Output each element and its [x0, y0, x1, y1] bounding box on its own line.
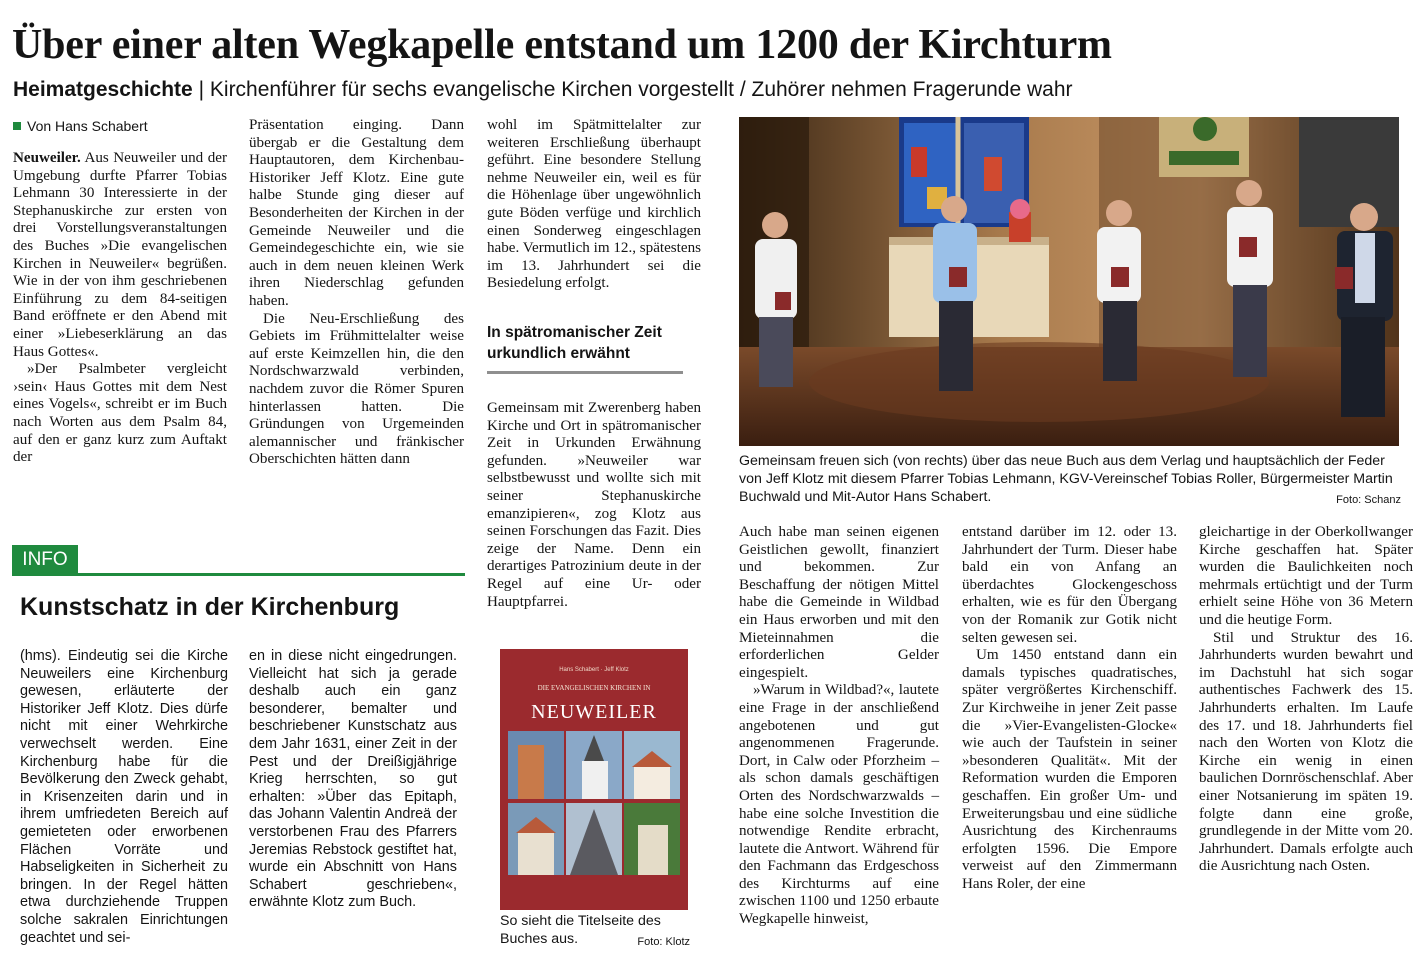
book-cover — [500, 649, 688, 910]
book-series: DIE EVANGELISCHEN KIRCHEN IN — [537, 684, 651, 692]
paragraph: Auch habe man seinen eigenen Geistlichen gewollt, finanziert und bekommen. Zur Beschaffung der nötigen Mittel habe die Gemeinde in Wildbad ein Haus erworben und mit den Mieteinnahmen die erforderlichen Gelder eingespielt. — [739, 524, 939, 681]
paragraph: Stil und Struktur des 16. Jahrhunderts wurden bewahrt und im Dachstuhl hat sich sogar authentisches Fachwerk des 15. Jahrhunderts erhalten. Im Laufe des 17. und 18. Jahrhunderts fiel nach den Worten von Klotz die Kirche ein wenig in einen baulichen Dornröschenschlaf. Aber einer Notsanierung im späten 19. folgte dann eine große, grundlegende in der Mitte vom 20. Jahrhundert. Damals erfolgte auch die Ausrichtung nach Osten. — [1199, 629, 1413, 875]
subheadline — [13, 76, 1413, 104]
book-credit: Foto: Klotz — [637, 936, 690, 948]
subhead-text: Kirchenführer für sechs evangelische Kirchen vorgestellt / Zuhörer nehmen Fragerunde wahr — [209, 78, 1073, 101]
photo-credit: Foto: Schanz — [1336, 494, 1401, 506]
info-column-1 — [20, 648, 228, 947]
photo-caption-text: Gemeinsam freuen sich (von rechts) über das neue Buch aus dem Verlag und hauptsächlich der Feder von Jeff Klotz mit diesem Pfarrer Tobias Lehmann, KGV-Vereinschef Tobias Roller, Bürgermeister Martin Buchwald und Mit-Autor Hans Schabert. — [739, 453, 1393, 505]
paragraph: gleichartige in der Oberkollwanger Kirche geschaffen hat. Später wurden die Baulichkeiten noch mehrmals ertüchtigt und der Turm erhielt seine Höhe von 36 Metern und die heutige Form. — [1199, 524, 1413, 628]
book-authors: Hans Schabert · Jeff Klotz — [559, 667, 629, 673]
person-2 — [933, 196, 977, 391]
info-label: INFO — [12, 545, 78, 574]
byline-text: Von Hans Schabert — [27, 118, 148, 134]
info-title: Kunstschatz in der Kirchenburg — [20, 593, 400, 621]
kicker-separator: | — [198, 78, 205, 101]
byline — [13, 117, 148, 135]
paragraph — [13, 150, 227, 361]
book-caption — [500, 912, 690, 951]
article-column-3a — [487, 117, 701, 293]
person-4 — [1227, 180, 1273, 377]
paragraph: wohl im Spätmittelalter zur weiteren Erschließung überhaupt geführt. Eine besondere Stellung nehme Neuweiler ein, weil es für die Höhenlage über ungewöhnlich gute Böden verfüge und kirchlich einen Sonderweg eingeschlagen habe. Vermutlich im 12., spätestens im 13. Jahrhundert sei die Besiedelung erfolgt. — [487, 117, 701, 292]
headline: Über einer alten Wegkapelle entstand um 1200 der Kirchturm — [12, 22, 1112, 68]
article-column-2 — [249, 117, 464, 469]
group-photo — [739, 117, 1399, 446]
crosshead: In spätromanischer Zeit urkundlich erwähnt — [487, 324, 662, 362]
article-column-5 — [962, 524, 1177, 893]
info-paragraph: (hms). Eindeutig sei die Kirche Neuweilers eine Kirchenburg gewesen, erläuterte der Historiker Jeff Klotz. Dies dürfe nicht mit einer Wehrkirche verwechselt werden. Eine Kirchenburg habe für die Bevölkerung den Zweck gehabt, in Krisenzeiten darin und in ihrem umfriedeten Bereich auf gemieteten oder erworbenen Flächen Vorräte und Habseligkeiten in Sicherheit zu bringen. In der Regel hätten etwa durchziehende Truppen solche sakralen Einrichtungen geachtet und sei- — [20, 648, 228, 946]
paragraph: »Warum in Wildbad?«, lautete eine Frage in der anschließend angebotenen und gut angenommenen Fragerunde. Dort, in Calw oder Pforzheim – als schon damals geschäftigen Orten des Nordschwarzwalds – habe eine solche Investition die notwendige Rendite erbracht, lautete die Antwort. Während für den Fachmann das Erdgeschoss des Kirchturms auf eine zwischen 1100 und 1250 erbaute Wegkapelle hinweist, — [739, 682, 939, 928]
article-column-1 — [13, 150, 227, 467]
book-caption-text: So sieht die Titelseite des Buches aus. — [500, 913, 661, 947]
church-interior-image — [739, 117, 1399, 446]
kicker: Heimatgeschichte — [13, 78, 193, 101]
paragraph: »Der Psalmbeter vergleicht ›sein‹ Haus Gottes mit dem Nest eines Vogels«, schreibt er im Buch nach Worten aus dem Psalm 84, auf den er ganz kurz zum Auftakt der — [13, 361, 227, 466]
book-title: NEUWEILER — [531, 701, 657, 723]
person-5 — [1335, 203, 1393, 417]
paragraph: Um 1450 entstand dann ein damals typisches quadratisches, später vergrößertes Kirchenschiff. Zur Kirchweihe in jener Zeit passe die »Vier-Evangelisten-Glocke« wie auch der Taufstein in seiner »besonderen Qualität«. Mit der Reformation wurden die Emporen geschaffen. Ein großer Um- und Erweiterungsbau und eine südliche Ausrichtung des Kirchenraums erfolgten 1596. Die Empore verweist auf den Zimmermann Hans Roler, der eine — [962, 647, 1177, 892]
paragraph: Gemeinsam mit Zwerenberg haben Kirche und Ort in spätromanischer Zeit in Urkunden Erwähnung gefunden. »Neuweiler war selbstbewusst und wollte sich mit seiner Stephanuskirche emanzipieren«, zog Klotz aus seinen Forschungen das Fazit. Dies zeige der Name. Denn ein derartiges Patrozinium deute in der Regel auf eine Ur- oder Hauptpfarrei. — [487, 400, 701, 610]
info-paragraph: en in diese nicht eingedrungen. Vielleicht hat sich ja gerade deshalb auch ein ganz besonderer, bemalter und beschriebener Kunstschatz aus dem Jahr 1631, einer Zeit in der Pest und der Dreißigjährige Krieg herrschten, so gut erhalten: »Über das Epitaph, das Johann Valentin Andreä der verstorbenen Frau des Pfarrers Jeremias Rebstock gestiftet hat, wurde ein Abschnitt von Hans Schabert geschrieben«, erwähnte Klotz zum Buch. — [249, 648, 457, 911]
paragraph: Die Neu-Erschließung des Gebiets im Frühmittelalter weise auf erste Keimzellen hin, die den Nordschwarzwald verbinden, nachdem zuvor die Römer Spuren hinterlassen hatten. Die Gründungen von Urgemeinden alemannischer und fränkischer Oberschichten hätten dann — [249, 310, 464, 468]
crosshead-rule — [487, 371, 683, 374]
info-rule — [12, 573, 465, 576]
dateline: Neuweiler. — [13, 150, 81, 166]
person-3 — [1097, 200, 1141, 381]
paragraph: Präsentation einging. Dann übergab er die Gestaltung dem Hauptautoren, dem Kirchenbau-Historiker Jeff Klotz. Eine gute halbe Stunde ging dieser auf Besonderheiten der Kirchen in der Gemeinde Neuweiler und die Gemeindegeschichte ein, wie sie auch in dem neuen kleinen Werk ihren Niederschlag gefunden haben. — [249, 117, 464, 309]
article-column-6 — [1199, 524, 1413, 876]
paragraph: entstand darüber im 12. oder 13. Jahrhundert der Turm. Dieser habe bald ein von Anfang an überdachtes Glockengeschoss erhalten, wie es für den Übergang von der Romanik zur Gotik nicht selten gewesen sei. — [962, 524, 1177, 646]
green-square-icon — [13, 122, 21, 130]
book-cover-image — [500, 649, 688, 910]
info-column-2 — [249, 648, 457, 912]
photo-caption — [739, 452, 1401, 509]
paragraph-text: Aus Neuweiler und der Umgebung durfte Pfarrer Tobias Lehmann 30 Interessierte in der Stephanuskirche zur ersten von drei Vorstellungsveranstaltungen des Buches »Die evangelischen Kirchen in Neuweiler« begrüßen. Wie in der von ihm geschriebenen Einführung zu dem 84-seitigen Band eröffnete er den Abend mit einer »Liebeserklärung an das Haus Gottes«. — [13, 150, 227, 360]
article-column-4 — [739, 524, 939, 929]
article-column-3b — [487, 400, 701, 611]
